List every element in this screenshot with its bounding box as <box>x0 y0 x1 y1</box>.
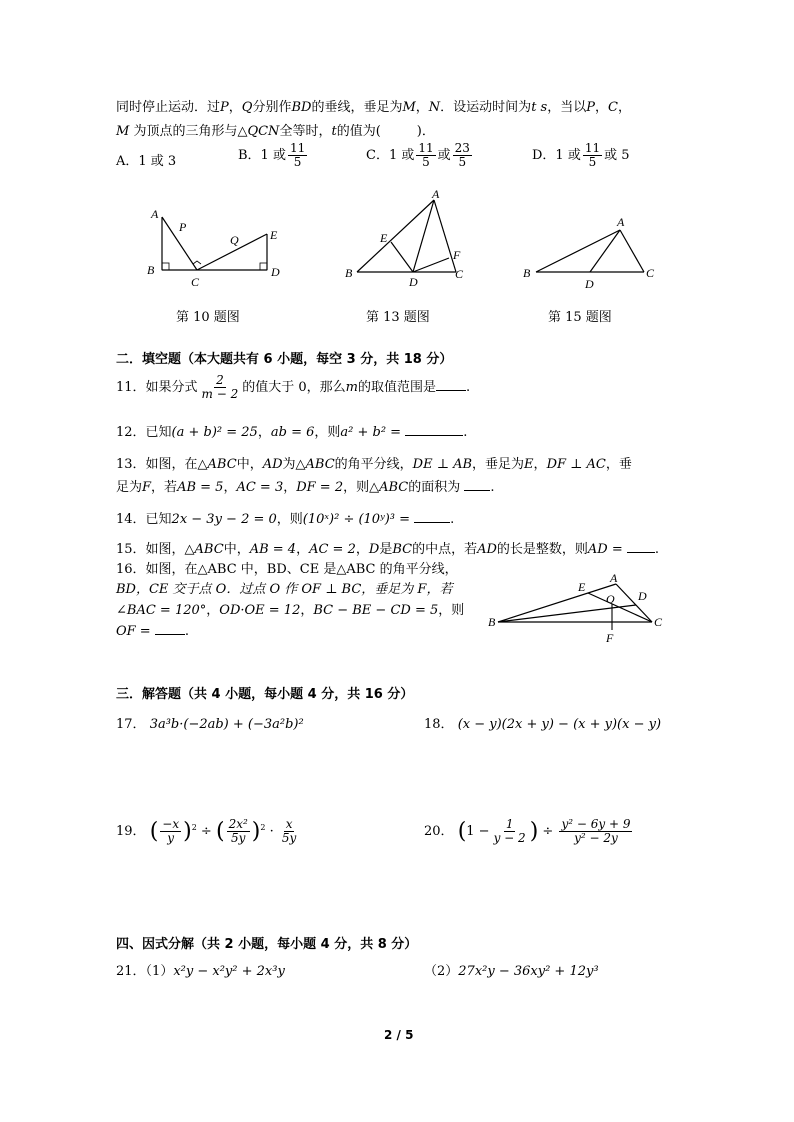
figure-13 <box>340 188 475 288</box>
fig16-label-b: B <box>488 615 496 629</box>
q15: 15．如图，△ABC中，AB = 4，AC = 2，D是BC的中点，若AD的长是整数，则AD = . <box>116 542 660 557</box>
fig16-label-e: E <box>578 580 586 594</box>
q16-line1: 16．如图，在△ABC 中，BD、CE 是△ABC 的角平分线， <box>116 562 458 577</box>
figure-15 <box>520 210 665 290</box>
q10-stem-line1: 同时停止运动．过P，Q分别作BD的垂线，垂足为M，N．设运动时间为t s，当以P，C， <box>116 100 631 115</box>
fig10-label-e: E <box>270 228 278 242</box>
fig16-label-d: D <box>638 589 647 603</box>
q13-line2: 足为F，若AB = 5，AC = 3，DF = 2，则△ABC的面积为 . <box>116 480 495 495</box>
q21-part2: （2）27x²y − 36xy² + 12y³ <box>424 964 599 979</box>
figure-13-caption: 第 13 题图 <box>366 310 430 325</box>
fig15-label-d: D <box>585 277 594 290</box>
fig13-label-c: C <box>455 267 464 281</box>
fig16-label-a: A <box>610 571 618 585</box>
q20: 20． (1 − $\frac{1}{y - 2}$ ) ÷ $\frac{\text{y² − 6y + 9}}{\text{y² − 2y}}$ <box>424 817 631 846</box>
q16-line4: OF = . <box>116 624 189 639</box>
fig10-label-d: D <box>271 265 280 279</box>
section-4-title: 四、因式分解（共 2 小题，每小题 4 分，共 8 分） <box>116 937 418 952</box>
figure-15-caption: 第 15 题图 <box>548 310 612 325</box>
figure-10-caption: 第 10 题图 <box>176 310 240 325</box>
q16-line2: BD，CE 交于点 O．过点 O 作 OF ⊥ BC，垂足为 F，若 <box>116 582 453 597</box>
q12: 12．已知(a + b)² = 25，ab = 6，则a² + b² = . <box>116 425 468 440</box>
fig10-label-q: Q <box>230 233 239 247</box>
fig15-label-c: C <box>646 266 655 280</box>
page-number: 2 / 5 <box>384 1028 414 1042</box>
fig13-label-b: B <box>345 266 353 280</box>
fig10-label-p: P <box>179 220 187 234</box>
fig15-label-a: A <box>617 215 625 229</box>
q11: 11．如果分式 $\frac{2}{m - 2}$ 的值大于 0，那么m的取值范围是 . <box>116 373 471 402</box>
section-3-title: 三．解答题（共 4 小题，每小题 4 分，共 16 分） <box>116 687 414 702</box>
q10-option-c: C．1 或 $\frac{11}{5}$ 或 $\frac{23}{5}$ <box>366 141 470 170</box>
fig10-label-b: B <box>147 263 155 277</box>
q17: 17． 3a³b·(−2ab) + (−3a²b)² <box>116 717 304 732</box>
q10-option-b: B．1 或 $\frac{11}{5}$ <box>238 141 306 170</box>
q19: 19． ( $\frac{-x}{y}$ )$^2$ ÷ ( $\frac{\text{2x²}}{5y}$ )$^2$ · $\frac{x}{5y}$ <box>116 817 297 846</box>
q16-line3: ∠BAC = 120°，OD·OE = 12，BC − BE − CD = 5，则 <box>116 603 465 618</box>
fig13-label-e: E <box>380 231 388 245</box>
q14: 14．已知2x − 3y − 2 = 0，则(10ˣ)² ÷ (10ʸ)³ = . <box>116 512 455 527</box>
q13-line1: 13．如图，在△ABC中，AD为△ABC的角平分线，DE ⊥ AB，垂足为E，DF ⊥ AC，垂 <box>116 457 632 472</box>
fig16-label-f: F <box>606 631 614 645</box>
section-2-title: 二．填空题（本大题共有 6 小题，每空 3 分，共 18 分） <box>116 352 453 367</box>
figure-16 <box>480 568 670 648</box>
fig16-label-c: C <box>654 615 663 629</box>
fig16-label-o: O <box>606 592 615 606</box>
fig15-label-b: B <box>523 266 531 280</box>
fig13-label-f: F <box>453 248 461 262</box>
figure-10 <box>140 200 290 290</box>
fig10-label-a: A <box>151 207 159 221</box>
q21-part1: 21．（1）x²y − x²y² + 2x³y <box>116 964 285 979</box>
q10-option-a: A．1 或 3 <box>116 154 177 169</box>
fig10-label-c: C <box>191 275 200 289</box>
q18: 18． (x − y)(2x + y) − (x + y)(x − y) <box>424 717 662 732</box>
q10-stem-line2: M 为顶点的三角形与△QCN全等时，t的值为( )． <box>116 124 435 139</box>
fig13-label-a: A <box>432 188 440 201</box>
fig13-label-d: D <box>409 275 418 288</box>
q10-option-d: D．1 或 $\frac{11}{5}$ 或 5 <box>532 141 630 170</box>
